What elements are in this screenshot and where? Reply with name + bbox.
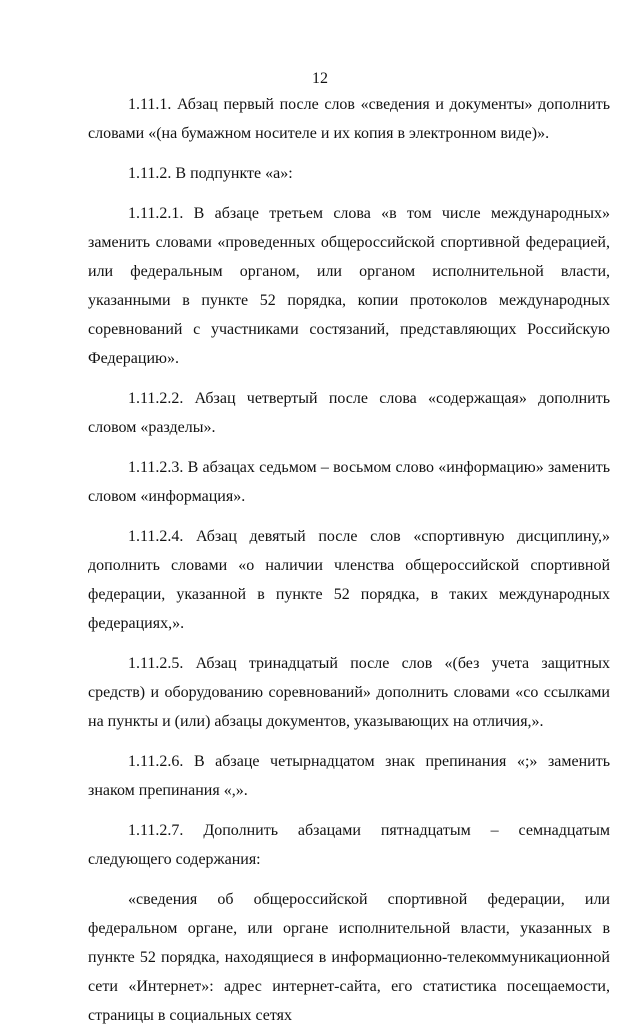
paragraph-1-11-2-3: 1.11.2.3. В абзацах седьмом – восьмом слово «информацию» заменить словом «информация».: [88, 459, 610, 505]
paragraph-1-11-2-5: 1.11.2.5. Абзац тринадцатый после слов «(без учета защитных средств) и оборудованию соревнований» дополнить словами «со ссылками на пункты и (или) абзацы документов, указывающих на отличия,».: [88, 655, 610, 730]
document-body: [88, 90, 610, 1030]
paragraph-1-11-2-4: 1.11.2.4. Абзац девятый после слов «спортивную дисциплину,» дополнить словами «о наличии членства общероссийской спортивной федерации, указанной в пункте 52 порядка, в таких международных федерациях,».: [88, 528, 610, 632]
page-number: 12: [312, 70, 328, 87]
paragraph-1-11-2: 1.11.2. В подпункте «а»:: [128, 165, 293, 182]
paragraph-1-11-2-6: 1.11.2.6. В абзаце четырнадцатом знак препинания «;» заменить знаком препинания «,».: [88, 753, 610, 799]
paragraph-1-11-1: 1.11.1. Абзац первый после слов «сведения и документы» дополнить словами «(на бумажном носителе и их копия в электронном виде)».: [88, 96, 610, 142]
paragraph-1-11-2-7: 1.11.2.7. Дополнить абзацами пятнадцатым – семнадцатым следующего содержания:: [88, 822, 610, 868]
paragraph-1-11-2-2: 1.11.2.2. Абзац четвертый после слова «содержащая» дополнить словом «разделы».: [88, 390, 610, 436]
paragraph-1-11-2-1: 1.11.2.1. В абзаце третьем слова «в том числе международных» заменить словами «проведенных общероссийской спортивной федерацией, или федеральным органом, или органом исполнительной власти, указанными в пункте 52 порядка, копии протоколов международных соревнований с участниками состязаний, представляющих Российскую Федерацию».: [88, 205, 610, 367]
paragraph-quoted-text: «сведения об общероссийской спортивной федерации, или федеральном органе, или органе исполнительной власти, указанных в пункте 52 порядка, находящиеся в информационно-телекоммуникационной сети «Интернет»: адрес интернет-сайта, его статистика посещаемости, страницы в социальных сетях: [88, 891, 610, 1024]
